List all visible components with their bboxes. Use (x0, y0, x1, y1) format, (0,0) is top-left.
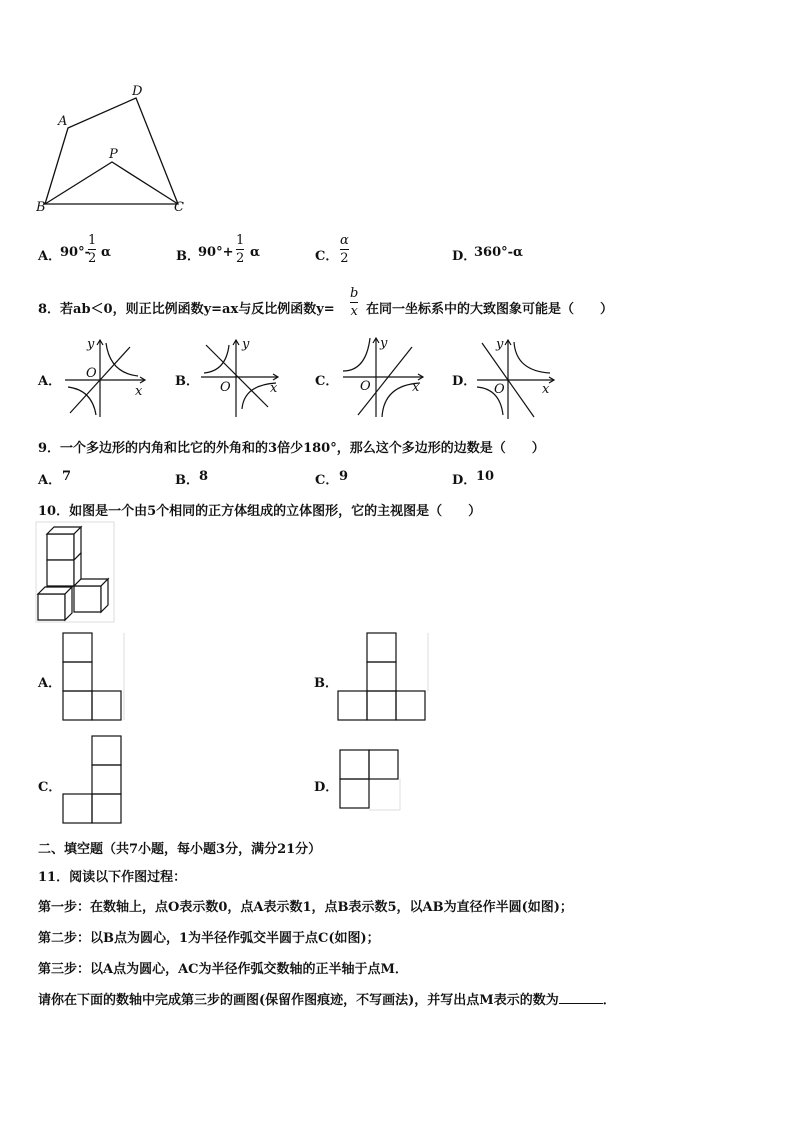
fraction-numerator: b (350, 286, 359, 301)
q10-view-a (60, 632, 126, 724)
q8-stem-fraction (350, 286, 358, 319)
q7-option-a-post: α (101, 245, 112, 260)
axis-y-label: y (242, 337, 250, 352)
label-c: C (174, 200, 184, 215)
q11-intro: 11．阅读以下作图过程： (38, 870, 187, 885)
label-p: P (109, 147, 118, 162)
section-title: 二、填空题（共7小题，每小题3分，满分21分） (38, 842, 322, 857)
q8-option-b-letter[interactable]: B． (175, 374, 199, 389)
q10-option-a-letter[interactable]: A． (38, 676, 62, 691)
q7-option-a-fraction (88, 233, 96, 266)
q9-option-c-value: 9 (339, 469, 349, 484)
fraction-denominator: 2 (236, 251, 245, 266)
fraction-denominator: 2 (88, 251, 97, 266)
axis-x-label: x (270, 381, 278, 396)
q11-step1: 第一步：在数轴上，点O表示数0，点A表示数1，点B表示数5，以AB为直径作半圆(如图)； (38, 900, 573, 915)
axis-x-label: x (542, 382, 550, 397)
q9-option-d-value: 10 (476, 469, 495, 484)
q7-option-c-fraction (340, 233, 349, 266)
q10-view-c (60, 735, 126, 827)
q10-option-d-letter[interactable]: D． (314, 780, 339, 795)
q8-graph-d (472, 335, 562, 422)
axis-y-label: y (87, 337, 95, 352)
q7-option-a-pre: 90°- (60, 245, 90, 260)
axis-y-label: y (496, 337, 504, 352)
q10-cube-stack-figure (36, 522, 116, 624)
q10-option-c-letter[interactable]: C． (38, 780, 62, 795)
fraction-denominator: x (350, 304, 358, 319)
q8-graph-b (196, 335, 286, 420)
q7-option-b-letter[interactable]: B． (176, 249, 200, 264)
q9-option-b-value: 8 (199, 469, 209, 484)
q7-quadrilateral-figure (30, 80, 200, 220)
q7-option-c-letter[interactable]: C． (315, 249, 339, 264)
segments-bp-pc (45, 162, 178, 204)
q11-step3: 第三步：以A点为圆心，AC为半径作弧交数轴的正半轴于点M． (38, 962, 408, 977)
q9-option-d-letter[interactable]: D． (452, 473, 477, 488)
q7-option-d-letter[interactable]: D． (452, 249, 477, 264)
q8-stem-pre: 8．若ab＜0，则正比例函数y=ax与反比例函数y= (38, 302, 335, 317)
q7-option-d-text: 360°-α (474, 245, 524, 260)
q11-prompt: 请你在下面的数轴中完成第三步的画图(保留作图痕迹，不写画法)，并写出点M表示的数为 (38, 993, 559, 1008)
q10-view-b (336, 632, 430, 724)
q7-option-b-pre: 90°+ (198, 245, 234, 260)
q7-option-b-post: α (250, 245, 261, 260)
axis-y-label: y (380, 336, 388, 351)
label-a: A (58, 114, 68, 129)
q8-stem-post: 在同一坐标系中的大致图象可能是（ ） (366, 302, 614, 317)
q9-stem: 9．一个多边形的内角和比它的外角和的3倍少180°，那么这个多边形的边数是（ ） (38, 441, 545, 456)
axis-x-label: x (412, 380, 420, 395)
label-b: B (36, 200, 46, 215)
q8-graph-a (60, 335, 150, 420)
origin-label: O (86, 366, 97, 381)
q8-option-d-letter[interactable]: D． (452, 374, 477, 389)
axis-x-label: x (135, 384, 143, 399)
q8-option-a-letter[interactable]: A． (38, 374, 62, 389)
q7-option-b-fraction (236, 233, 244, 266)
q11-step2: 第二步：以B点为圆心，1为半径作弧交半圆于点C(如图)； (38, 931, 380, 946)
fraction-numerator: α (340, 233, 349, 248)
origin-label: O (360, 379, 371, 394)
q7-option-a-letter[interactable]: A． (38, 249, 62, 264)
fraction-numerator: 1 (88, 233, 97, 248)
origin-label: O (494, 382, 505, 397)
q8-graph-c (338, 333, 428, 420)
q10-option-b-letter[interactable]: B． (314, 676, 338, 691)
fraction-denominator: 2 (340, 251, 349, 266)
q9-option-c-letter[interactable]: C． (315, 473, 339, 488)
q11-end: ． (602, 993, 616, 1008)
q9-option-b-letter[interactable]: B． (175, 473, 199, 488)
q8-option-c-letter[interactable]: C． (315, 374, 339, 389)
fraction-numerator: 1 (236, 233, 245, 248)
q10-view-d (336, 748, 404, 814)
answer-blank[interactable] (559, 991, 603, 1004)
q10-stem: 10．如图是一个由5个相同的正方体组成的立体图形，它的主视图是（ ） (38, 504, 482, 519)
q9-option-a-value: 7 (62, 469, 72, 484)
label-d: D (132, 84, 143, 99)
q11-prompt-line (38, 989, 616, 1008)
q9-option-a-letter[interactable]: A． (38, 473, 62, 488)
origin-label: O (220, 380, 231, 395)
